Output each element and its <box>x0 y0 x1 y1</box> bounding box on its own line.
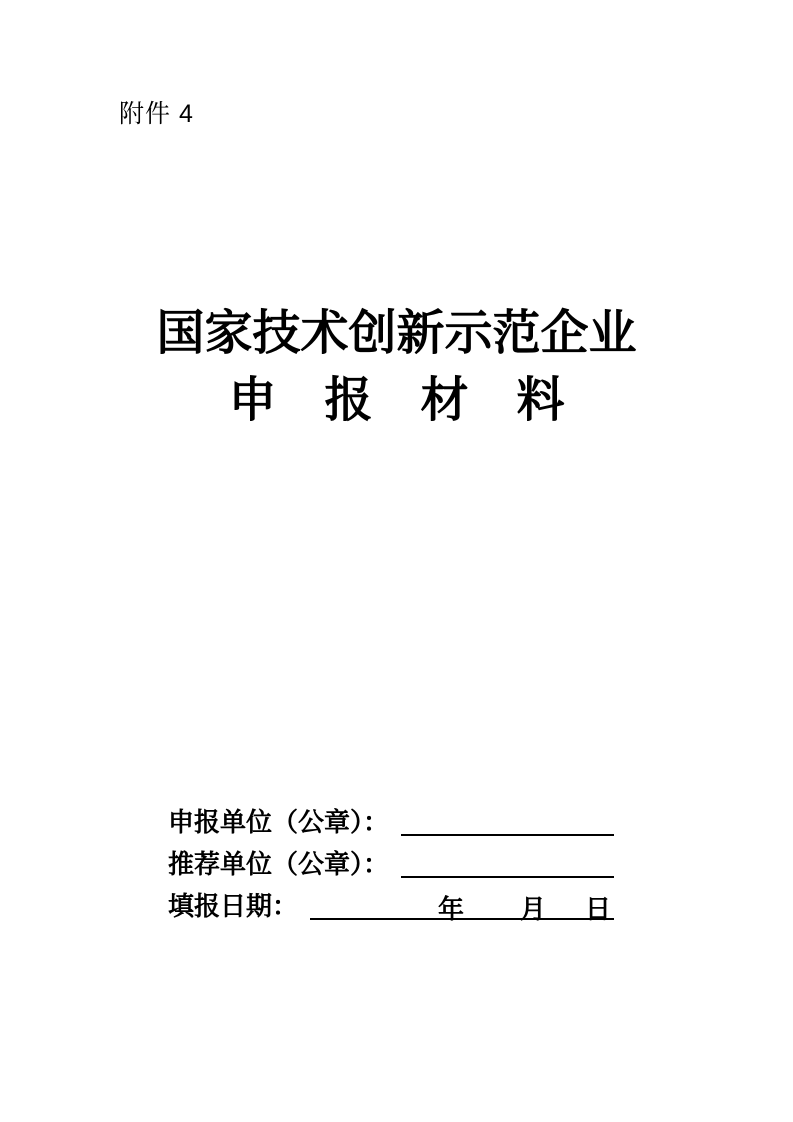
form-row-recommender <box>168 836 614 878</box>
applicant-unit-blank-line[interactable] <box>401 802 614 836</box>
month-unit-label: 月 <box>519 894 546 924</box>
attachment-label: 附件 4 <box>119 100 194 128</box>
recommender-unit-label: 推荐单位（公章）： <box>168 848 390 879</box>
day-unit-label: 日 <box>584 894 611 924</box>
fill-date-label: 填报日期： <box>168 890 299 921</box>
signature-form <box>168 794 614 924</box>
applicant-unit-label: 申报单位（公章）： <box>168 806 390 837</box>
recommender-unit-blank-line[interactable] <box>401 844 614 878</box>
year-unit-label: 年 <box>437 894 464 924</box>
document-title <box>0 300 793 434</box>
title-line-1: 国家技术创新示范企业 <box>156 307 637 360</box>
form-row-applicant <box>168 794 614 836</box>
title-line-2: 申 报 材 料 <box>228 374 565 427</box>
form-row-date <box>168 878 614 924</box>
fill-date-blank-line[interactable] <box>310 886 614 924</box>
